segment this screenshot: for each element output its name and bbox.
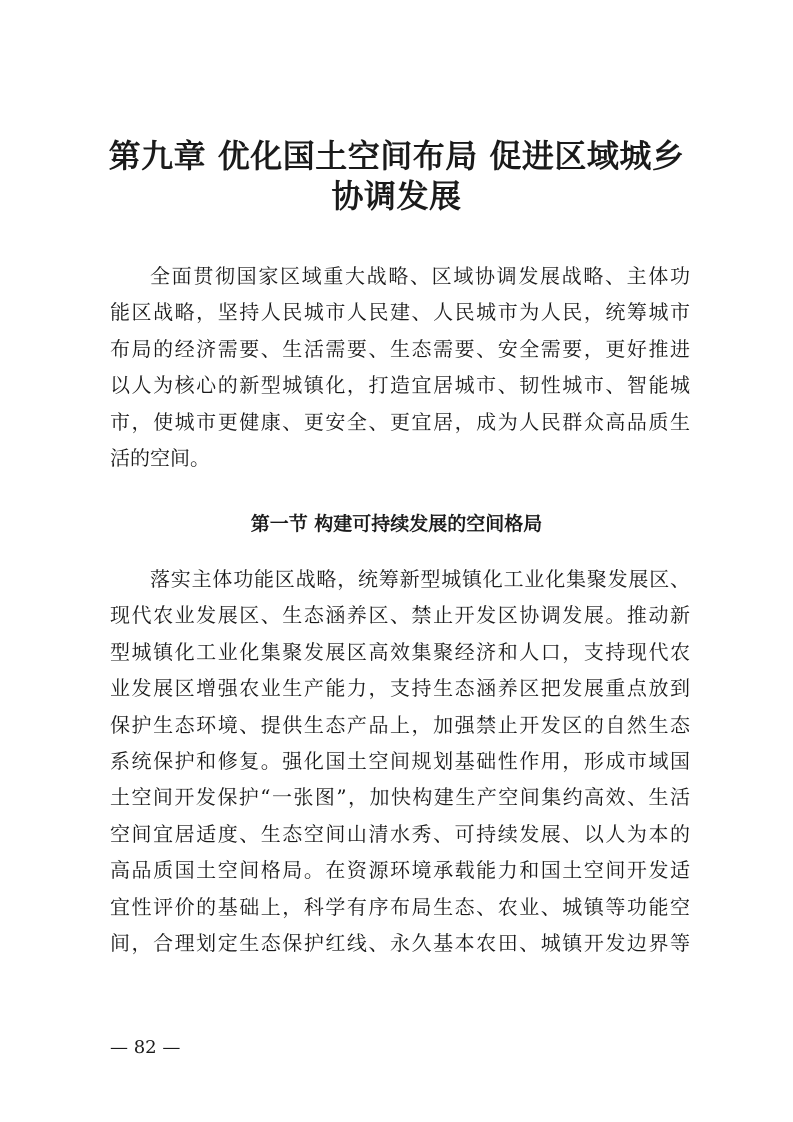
paragraph-line: 宜性评价的基础上，科学有序布局生态、农业、城镇等功能空 bbox=[110, 894, 690, 919]
intro-paragraph bbox=[110, 258, 690, 476]
paragraph-line: 保护生态环境、提供生态产品上，加强禁止开发区的自然生态 bbox=[110, 712, 690, 737]
paragraph-line: 市，使城市更健康、更安全、更宜居，成为人民群众高品质生 bbox=[110, 409, 690, 434]
paragraph-line: 能区战略，坚持人民城市人民建、人民城市为人民，统筹城市 bbox=[110, 300, 690, 325]
section-heading: 第一节 构建可持续发展的空间格局 bbox=[250, 513, 543, 535]
paragraph-line: 型城镇化工业化集聚发展区高效集聚经济和人口，支持现代农 bbox=[110, 639, 690, 664]
paragraph-line: 间，合理划定生态保护红线、永久基本农田、城镇开发边界等 bbox=[110, 930, 690, 955]
section-paragraph bbox=[110, 561, 690, 961]
paragraph-line: 现代农业发展区、生态涵养区、禁止开发区协调发展。推动新 bbox=[110, 603, 690, 628]
chapter-title-line-1: 第九章 优化国土空间布局 促进区域城乡 bbox=[108, 137, 685, 175]
paragraph-line: 空间宜居适度、生态空间山清水秀、可持续发展、以人为本的 bbox=[110, 821, 690, 846]
paragraph-line: 活的空间。 bbox=[110, 445, 210, 470]
paragraph-line: 业发展区增强农业生产能力，支持生态涵养区把发展重点放到 bbox=[110, 676, 690, 701]
paragraph-line: 土空间开发保护“一张图”，加快构建生产空间集约高效、生活 bbox=[110, 785, 690, 810]
paragraph-line: 落实主体功能区战略，统筹新型城镇化工业化集聚发展区、 bbox=[150, 567, 690, 591]
paragraph-line: 高品质国土空间格局。在资源环境承载能力和国土空间开发适 bbox=[110, 858, 690, 883]
paragraph-line: 布局的经济需要、生活需要、生态需要、安全需要，更好推进 bbox=[110, 336, 690, 361]
paragraph-line: 以人为核心的新型城镇化，打造宜居城市、韧性城市、智能城 bbox=[110, 373, 690, 398]
paragraph-line: 系统保护和修复。强化国土空间规划基础性作用，形成市域国 bbox=[110, 748, 690, 773]
paragraph-line: 全面贯彻国家区域重大战略、区域协调发展战略、主体功 bbox=[150, 264, 690, 288]
page-number: — 82 — bbox=[110, 1037, 181, 1058]
chapter-title-line-2: 协调发展 bbox=[331, 177, 462, 215]
